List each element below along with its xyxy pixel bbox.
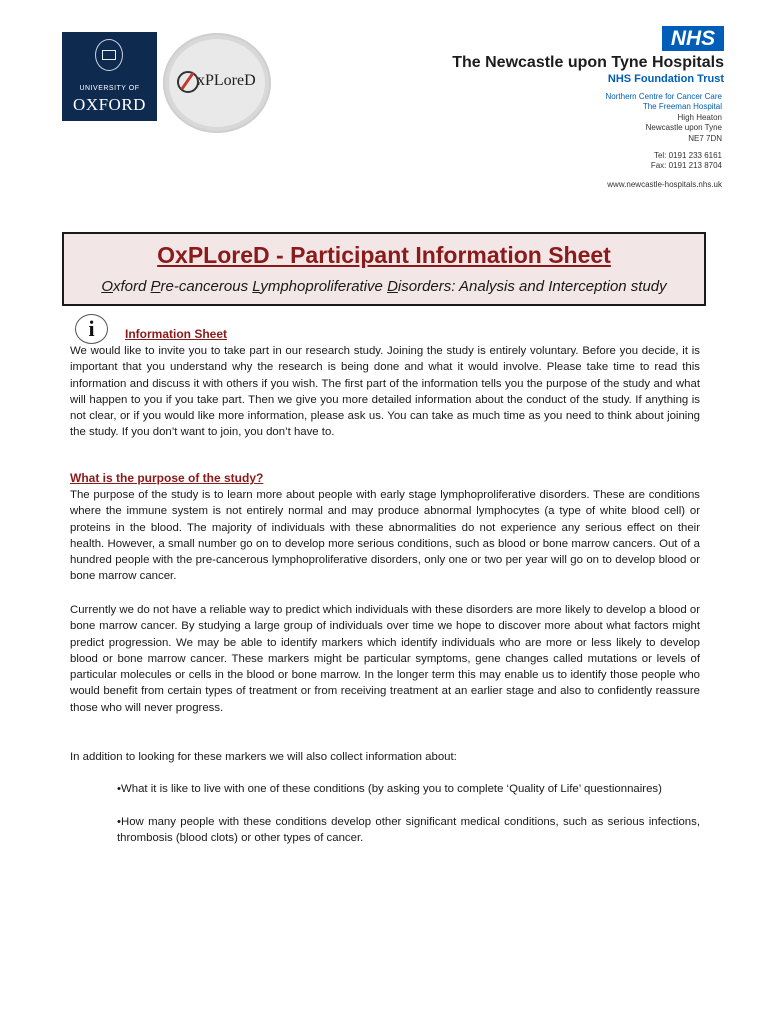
purpose-paragraph-1: The purpose of the study is to learn more about people with early stage lymphoproliferative disorders. These are conditions where the immune system is not entirely normal and may produce abnormal lymphocytes (a type of white blood cell) or proteins in the blood. The majority of individuals with these abnormalities do not experience any serious effect on their health. However, a small number go on to develop more serious conditions, such as blood or bone marrow cancers. Out of a hundred people with the pre-cancerous lymphoproliferative disorders, only one or two per year will go on to develop blood or bone marrow cancer.	[70, 489, 700, 583]
contact-numbers	[651, 151, 722, 172]
trust-subtitle: NHS Foundation Trust	[607, 73, 724, 85]
compass-icon	[177, 71, 199, 93]
information-sheet-heading: Information Sheet	[125, 327, 228, 341]
page-title: OxPLoreD - Participant Information Sheet	[157, 242, 611, 268]
trust-name: The Newcastle upon Tyne Hospitals	[452, 54, 724, 71]
title-box	[62, 232, 706, 306]
address-line: Newcastle upon Tyne	[645, 123, 722, 133]
subtitle-word: ymphoproliferative	[260, 278, 388, 295]
address-line: NE7 7DN	[688, 133, 722, 143]
oxplored-logo	[163, 33, 271, 133]
page-subtitle	[64, 278, 704, 295]
hospital-address	[606, 92, 723, 144]
oxford-logo-line1: UNIVERSITY OF	[79, 85, 140, 92]
university-of-oxford-logo	[62, 32, 157, 121]
address-line: Northern Centre for Cancer Care	[605, 92, 722, 101]
list-item: •What it is like to live with one of these conditions (by asking you to complete ‘Quality of Life’ questionnaires)	[117, 783, 662, 795]
subtitle-initial: O	[101, 278, 113, 295]
oxplored-logo-text: xPLoreD	[197, 72, 256, 89]
subtitle-initial: D	[387, 278, 398, 295]
subtitle-word: re-cancerous	[160, 278, 253, 295]
list-item: •How many people with these conditions develop other significant medical conditions, such as serious infections, thrombosis (blood clots) or other types of cancer.	[117, 816, 700, 845]
purpose-paragraph-3: In addition to looking for these markers we will also collect information about:	[70, 751, 457, 763]
address-line: High Heaton	[677, 112, 722, 122]
telephone: Tel: 0191 233 6161	[653, 151, 722, 160]
purpose-heading: What is the purpose of the study?	[70, 471, 264, 485]
subtitle-initial: L	[252, 278, 261, 295]
subtitle-initial: P	[150, 278, 161, 295]
subtitle-word: xford	[113, 278, 151, 295]
intro-paragraph: We would like to invite you to take part in our research study. Joining the study is entirely voluntary. Before you decide, it is important that you understand why the research is being done and what it would involve. Please take time to read this information and discuss it with others if you wish. The first part of the information tells you the purpose of the study and what will happen to you if you take part. Then we give you more detailed information about the conduct of the study. If anything is not clear, or if you would like more information, please ask us. You can take as much time as you need to think about joining the study. If you don’t want to join, you don’t have to.	[70, 345, 700, 439]
nhs-logo: NHS	[662, 26, 724, 51]
subtitle-word: isorders: Analysis and Interception study	[397, 278, 667, 295]
address-line: The Freeman Hospital	[642, 102, 722, 112]
info-icon: i	[75, 314, 108, 344]
website-link[interactable]: www.newcastle-hospitals.nhs.uk	[607, 180, 722, 189]
oxford-logo-line2: OXFORD	[73, 95, 146, 114]
purpose-paragraph-2: Currently we do not have a reliable way to predict which individuals with these disorders are more likely to develop a blood or bone marrow cancer. By studying a large group of individuals over time we hope to discover more about what factors might predict progression. We may be able to identify markers which identify individuals who are more or less likely to develop blood or bone marrow cancer. These markers might be particular symptoms, gene changes called mutations or levels of particular molecules or cells in the blood or bone marrow. In the longer term this may enable us to identify those people who would benefit from certain types of treatment or from receiving treatment at an earlier stage and also to confidently reassure those who will never progress.	[70, 604, 700, 714]
fax: Fax: 0191 213 8704	[650, 161, 722, 171]
oxford-crest-icon	[95, 39, 123, 71]
